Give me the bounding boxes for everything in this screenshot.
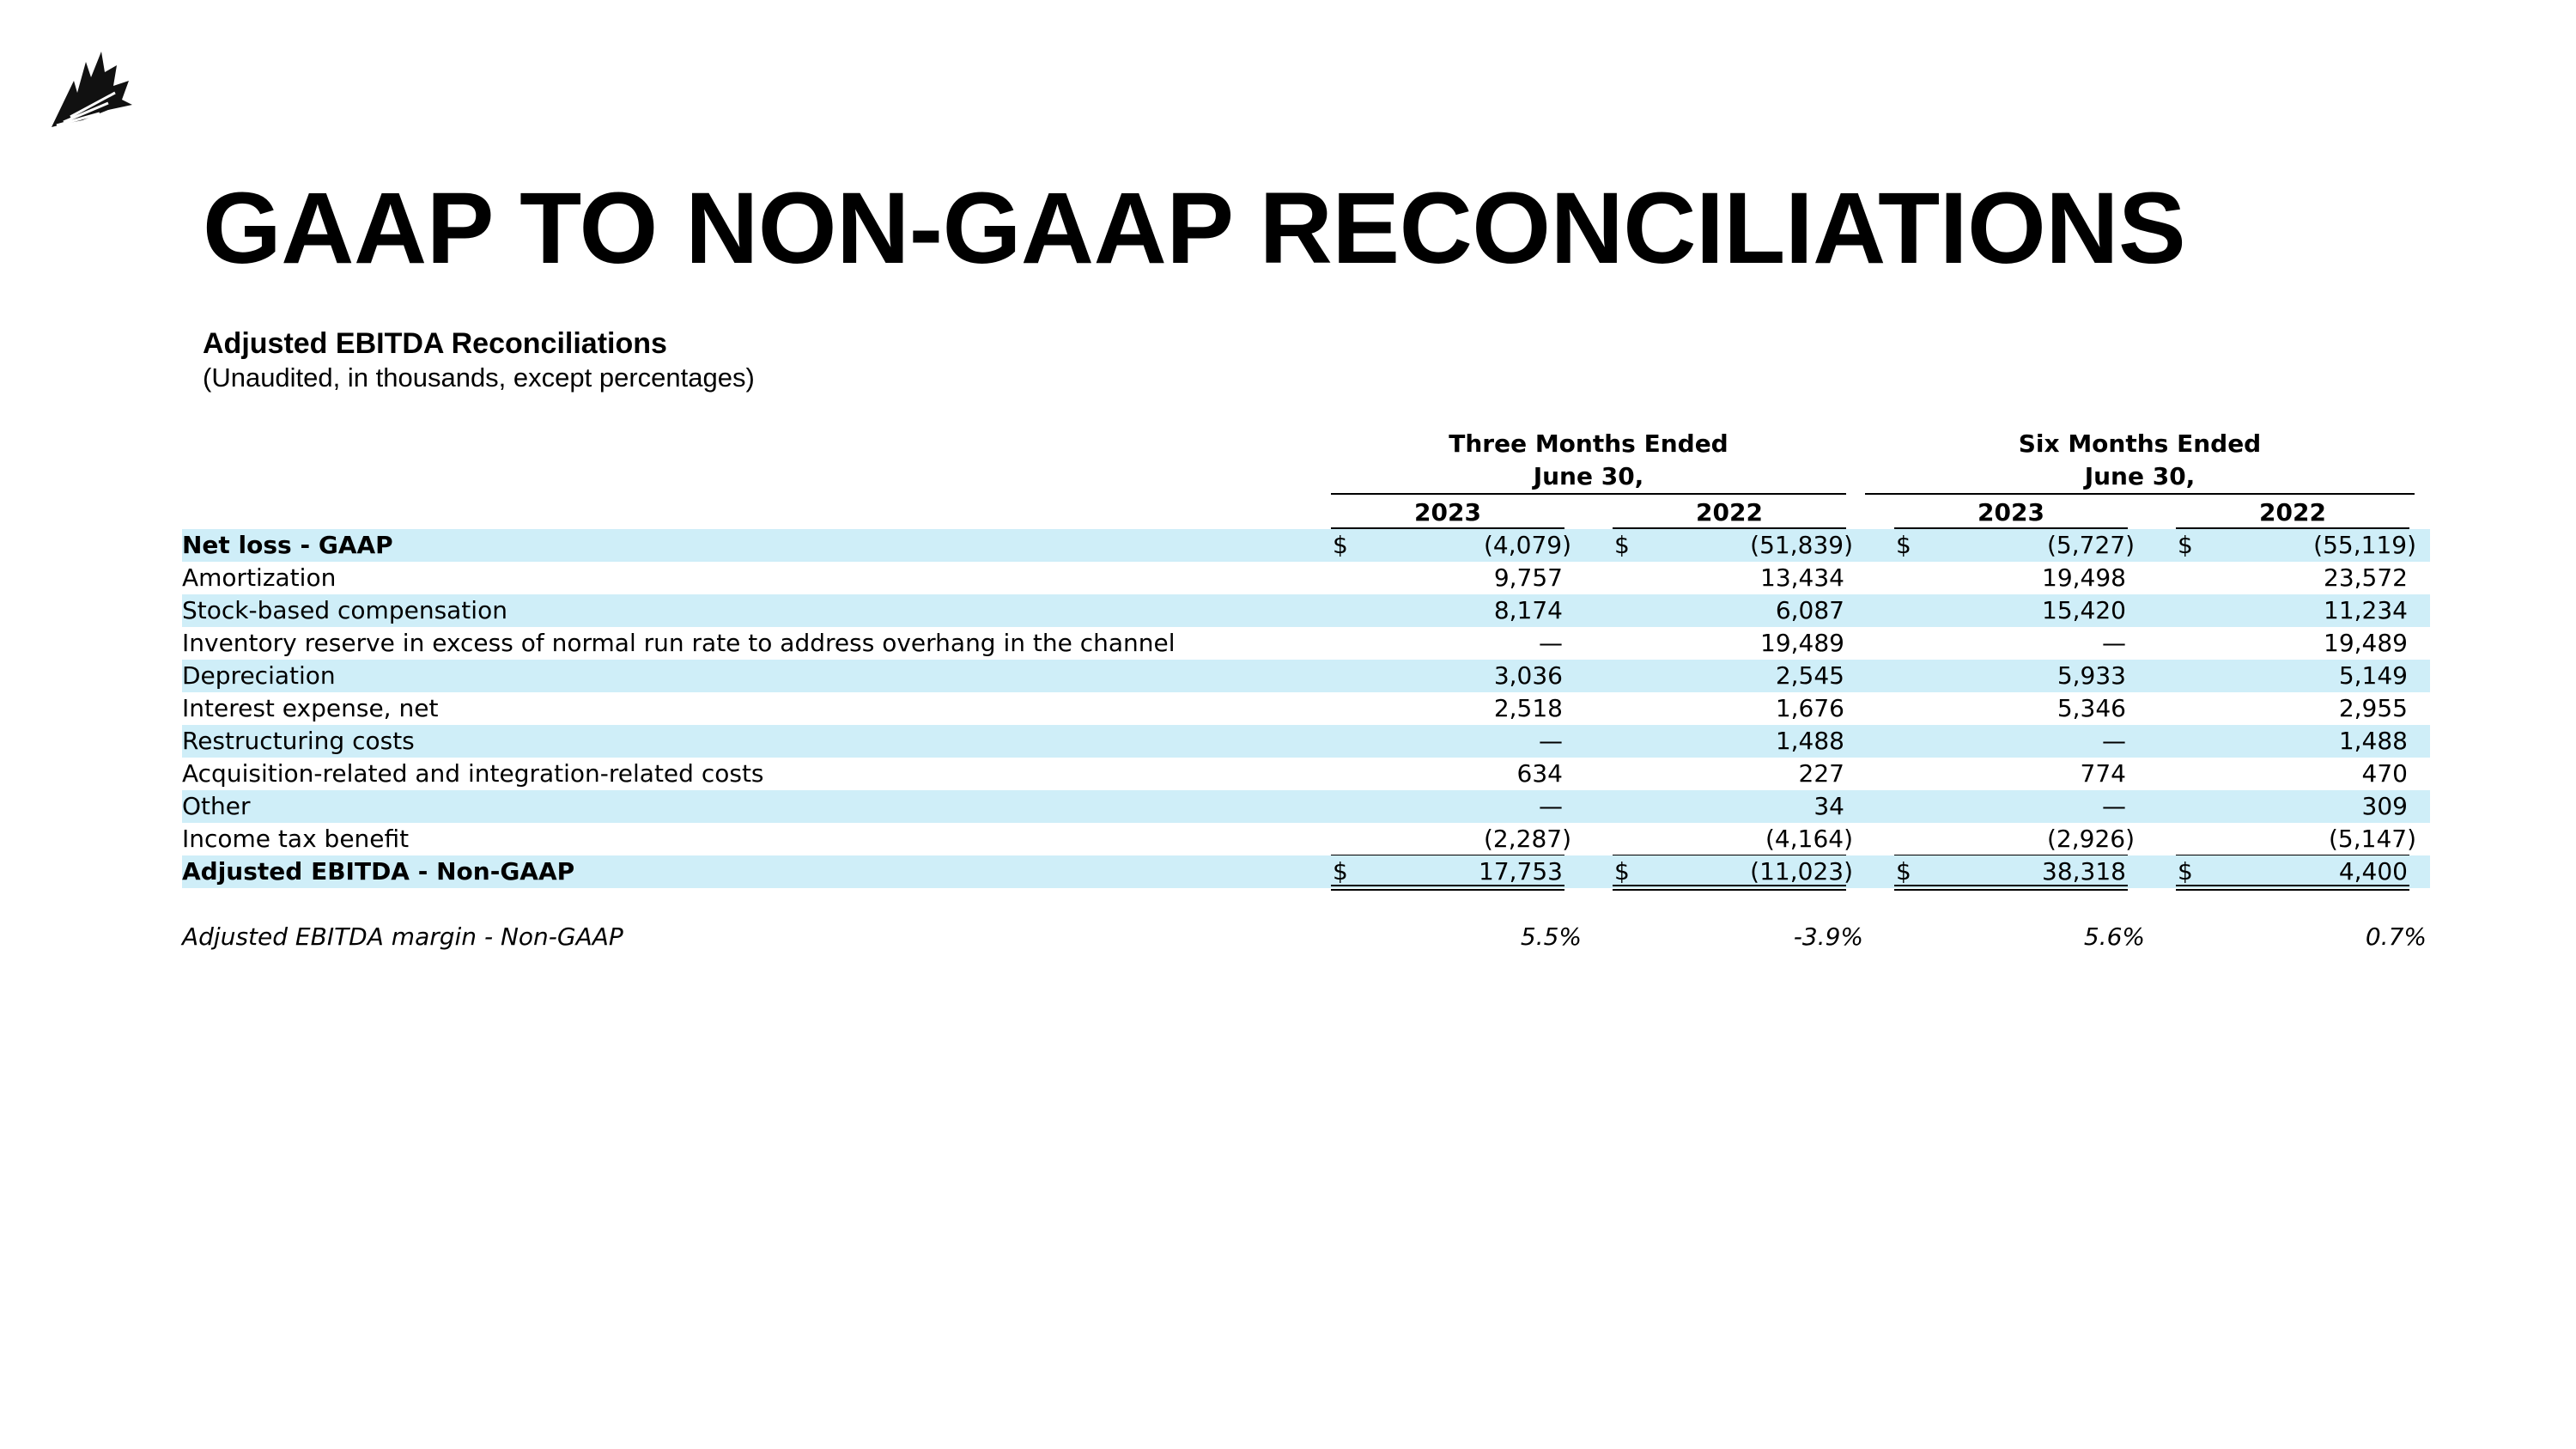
row-label: Adjusted EBITDA - Non-GAAP	[182, 857, 575, 886]
row-label: Depreciation	[182, 661, 336, 690]
value-cell: (2,287)	[1483, 825, 1571, 853]
value-cell: 6,087	[1775, 596, 1844, 624]
value-cell: 2,545	[1775, 661, 1844, 690]
value-cell: 470	[2361, 759, 2408, 788]
year-header: 2022	[2259, 498, 2326, 527]
value-cell: 1,488	[1775, 727, 1844, 755]
total-double-underline	[1613, 885, 1846, 891]
total-double-underline	[1894, 885, 2128, 891]
group-header-three-months: Three Months Ended	[1449, 429, 1728, 458]
row-label: Stock-based compensation	[182, 596, 507, 624]
group-header-six-months-date: June 30,	[2084, 462, 2196, 490]
year-header: 2022	[1696, 498, 1763, 527]
value-cell: 309	[2361, 792, 2408, 820]
currency-symbol: $	[1333, 531, 1348, 559]
value-cell: 19,498	[2042, 563, 2126, 592]
year-header: 2023	[1414, 498, 1481, 527]
value-cell: (5,147)	[2328, 825, 2416, 853]
currency-symbol: $	[1896, 531, 1911, 559]
value-cell: —	[1539, 629, 1563, 657]
group-underline	[1331, 493, 1846, 495]
year-header: 2023	[1978, 498, 2044, 527]
value-cell: 19,489	[1760, 629, 1844, 657]
value-cell: (11,023)	[1750, 857, 1853, 886]
table-subtitle: Adjusted EBITDA Reconciliations	[203, 327, 667, 360]
value-cell: (2,926)	[2046, 825, 2135, 853]
row-label: Interest expense, net	[182, 694, 439, 722]
value-cell: 2,955	[2338, 694, 2408, 722]
value-cell: 774	[2080, 759, 2126, 788]
margin-value: -3.9%	[1793, 922, 1863, 951]
currency-symbol: $	[1614, 531, 1630, 559]
value-cell: 5,346	[2057, 694, 2126, 722]
total-double-underline	[2176, 885, 2409, 891]
value-cell: 15,420	[2042, 596, 2126, 624]
value-cell: 5,149	[2338, 661, 2408, 690]
margin-label: Adjusted EBITDA margin - Non-GAAP	[182, 922, 623, 951]
currency-symbol: $	[2178, 531, 2193, 559]
table-subnote: (Unaudited, in thousands, except percentages)	[203, 362, 755, 393]
group-header-three-months-date: June 30,	[1533, 462, 1644, 490]
currency-symbol: $	[1333, 857, 1348, 886]
value-cell: 9,757	[1493, 563, 1563, 592]
margin-value: 0.7%	[2365, 922, 2427, 951]
value-cell: 11,234	[2324, 596, 2408, 624]
value-cell: —	[2102, 727, 2126, 755]
row-label: Inventory reserve in excess of normal run rate to address overhang in the channel	[182, 629, 1176, 657]
value-cell: 3,036	[1493, 661, 1563, 690]
value-cell: (55,119)	[2313, 531, 2416, 559]
value-cell: —	[2102, 629, 2126, 657]
value-cell: —	[2102, 792, 2126, 820]
value-cell: 1,488	[2338, 727, 2408, 755]
page-title: GAAP TO NON-GAAP RECONCILIATIONS	[203, 172, 2186, 285]
value-cell: —	[1539, 727, 1563, 755]
group-underline	[1865, 493, 2415, 495]
value-cell: 17,753	[1479, 857, 1563, 886]
value-cell: 4,400	[2338, 857, 2408, 886]
row-label: Net loss - GAAP	[182, 531, 393, 559]
value-cell: 13,434	[1760, 563, 1844, 592]
value-cell: 634	[1516, 759, 1563, 788]
currency-symbol: $	[2178, 857, 2193, 886]
currency-symbol: $	[1614, 857, 1630, 886]
row-label: Restructuring costs	[182, 727, 415, 755]
value-cell: —	[1539, 792, 1563, 820]
value-cell: (4,079)	[1483, 531, 1571, 559]
group-header-six-months: Six Months Ended	[2018, 429, 2262, 458]
row-label: Other	[182, 792, 251, 820]
value-cell: 38,318	[2042, 857, 2126, 886]
total-double-underline	[1331, 885, 1564, 891]
row-label: Income tax benefit	[182, 825, 410, 853]
value-cell: 227	[1798, 759, 1844, 788]
margin-value: 5.6%	[2083, 922, 2145, 951]
value-cell: 8,174	[1493, 596, 1563, 624]
value-cell: (5,727)	[2046, 531, 2135, 559]
value-cell: 5,933	[2057, 661, 2126, 690]
value-cell: 23,572	[2324, 563, 2408, 592]
row-label: Amortization	[182, 563, 337, 592]
value-cell: 1,676	[1775, 694, 1844, 722]
value-cell: (51,839)	[1750, 531, 1853, 559]
value-cell: 19,489	[2324, 629, 2408, 657]
currency-symbol: $	[1896, 857, 1911, 886]
value-cell: 2,518	[1493, 694, 1563, 722]
margin-value: 5.5%	[1520, 922, 1582, 951]
value-cell: 34	[1814, 792, 1844, 820]
value-cell: (4,164)	[1765, 825, 1853, 853]
row-label: Acquisition-related and integration-related costs	[182, 759, 764, 788]
